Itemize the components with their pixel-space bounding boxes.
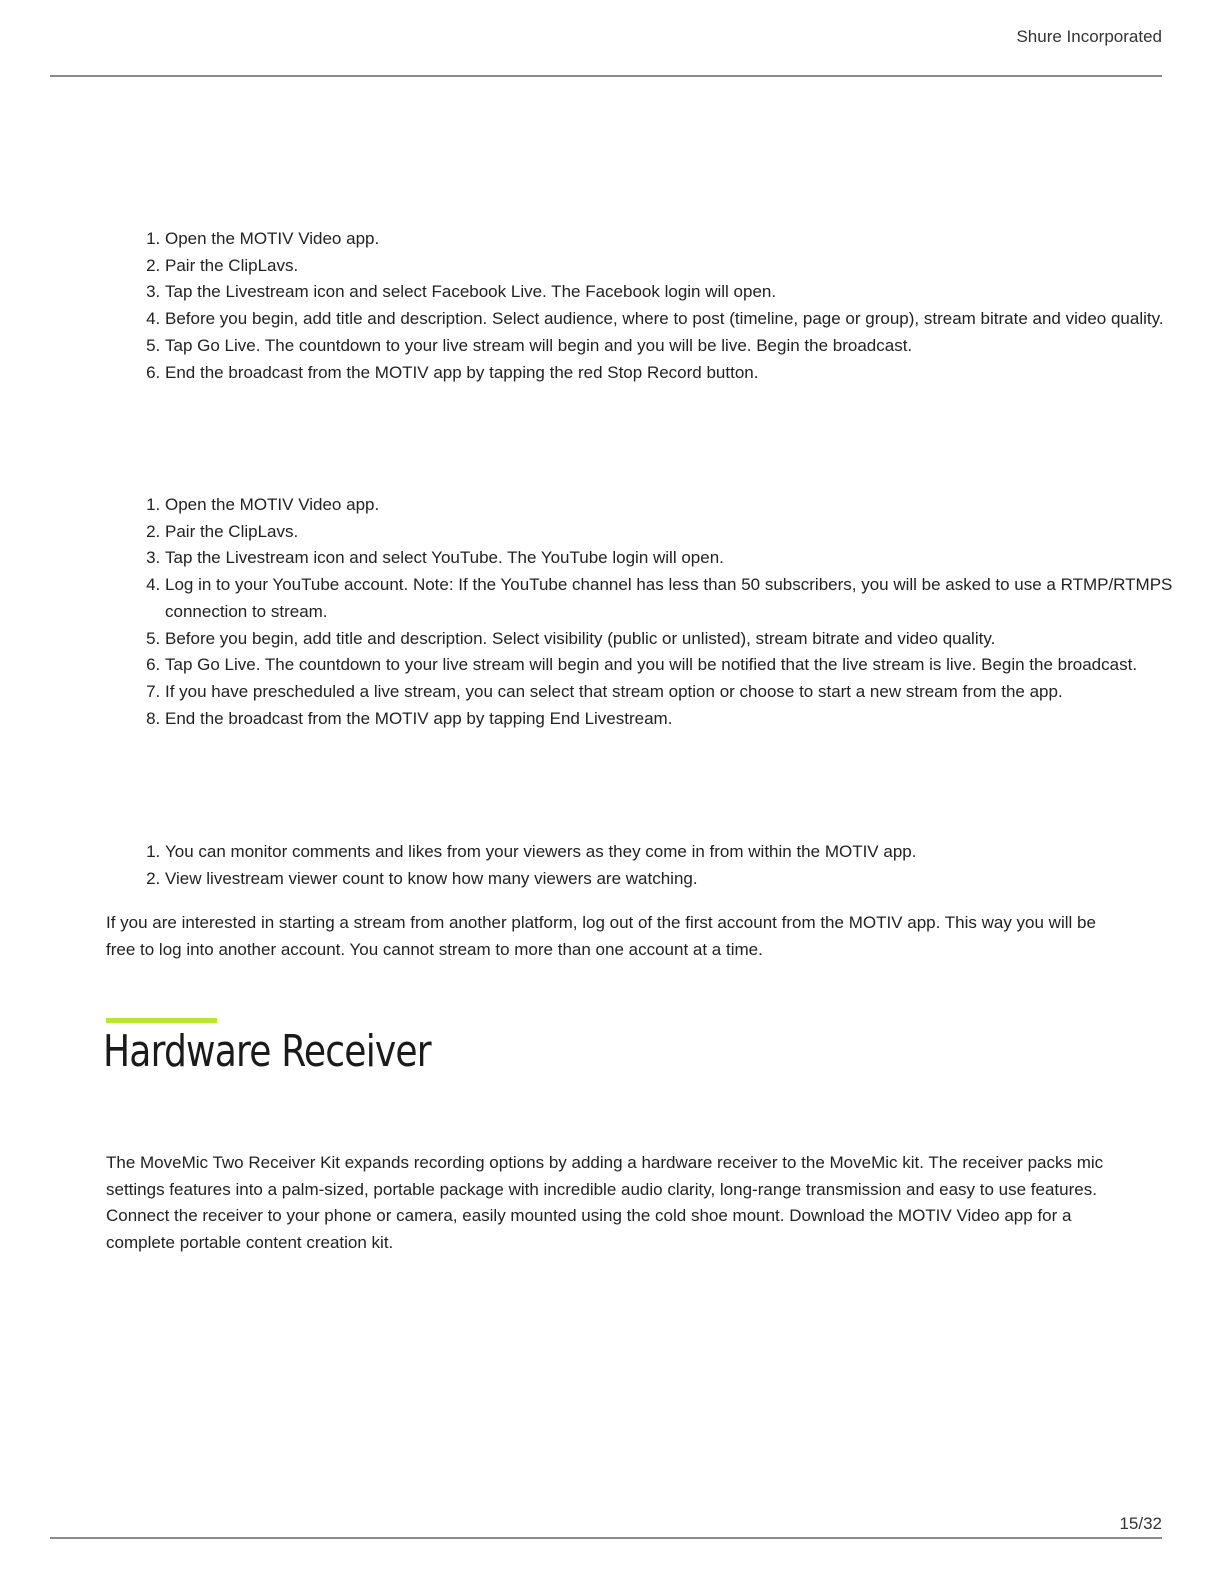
- list-item: 7. If you have prescheduled a live stream, you can select that stream option or choose to start a new stream from the app.: [165, 679, 1175, 706]
- list-item: 6. Tap Go Live. The countdown to your live stream will begin and you will be notified that the live stream is live. Begin the broadcast.: [165, 652, 1175, 679]
- monitor-steps-list: [106, 839, 1175, 892]
- list-item: 8. End the broadcast from the MOTIV app by tapping End Livestream.: [165, 706, 1175, 733]
- section-body: The MoveMic Two Receiver Kit expands recording options by adding a hardware receiver to the MoveMic kit. The receiver packs mic settings features into a palm-sized, portable package with incredible audio clarity, long-range transmission and easy to use features. Connect the receiver to your phone or camera, easily mounted using the cold shoe mount. Download the MOTIV Video app for a complete portable content creation kit.: [106, 1153, 1104, 1253]
- list-item: 3. Tap the Livestream icon and select Facebook Live. The Facebook login will open.: [165, 279, 1175, 306]
- list-item: 1. Open the MOTIV Video app.: [165, 226, 1175, 253]
- footer-divider: [50, 1537, 1162, 1539]
- list-item: 4. Before you begin, add title and description. Select audience, where to post (timeline, page or group), stream bitrate and video quality.: [165, 306, 1175, 333]
- list-item: 3. Tap the Livestream icon and select YouTube. The YouTube login will open.: [165, 545, 1175, 572]
- list-item: 4. Log in to your YouTube account. Note: If the YouTube channel has less than 50 subscribers, you will be asked to use a RTMP/RTMPS connection to stream.: [165, 572, 1175, 625]
- list-item: 6. End the broadcast from the MOTIV app by tapping the red Stop Record button.: [165, 360, 1175, 387]
- list-item: 1. You can monitor comments and likes from your viewers as they come in from within the MOTIV app.: [165, 839, 1175, 866]
- list-item: 1. Open the MOTIV Video app.: [165, 492, 1175, 519]
- page-number: 15/32: [1119, 1514, 1162, 1533]
- list-item: 2. View livestream viewer count to know how many viewers are watching.: [165, 866, 1175, 893]
- youtube-steps-list: [106, 492, 1175, 732]
- header-company: Shure Incorporated: [1016, 27, 1162, 46]
- header-divider: [50, 75, 1162, 77]
- list-item: 5. Before you begin, add title and description. Select visibility (public or unlisted), stream bitrate and video quality.: [165, 626, 1175, 653]
- section-accent-bar: [106, 1018, 217, 1023]
- list-item: 5. Tap Go Live. The countdown to your live stream will begin and you will be live. Begin the broadcast.: [165, 333, 1175, 360]
- section-title: Hardware Receiver: [103, 1026, 431, 1077]
- facebook-steps-list: [106, 226, 1175, 386]
- platform-note: If you are interested in starting a stream from another platform, log out of the first account from the MOTIV app. This way you will be free to log into another account. You cannot stream to more than one account at a time.: [106, 913, 1096, 959]
- list-item: 2. Pair the ClipLavs.: [165, 253, 1175, 280]
- list-item: 2. Pair the ClipLavs.: [165, 519, 1175, 546]
